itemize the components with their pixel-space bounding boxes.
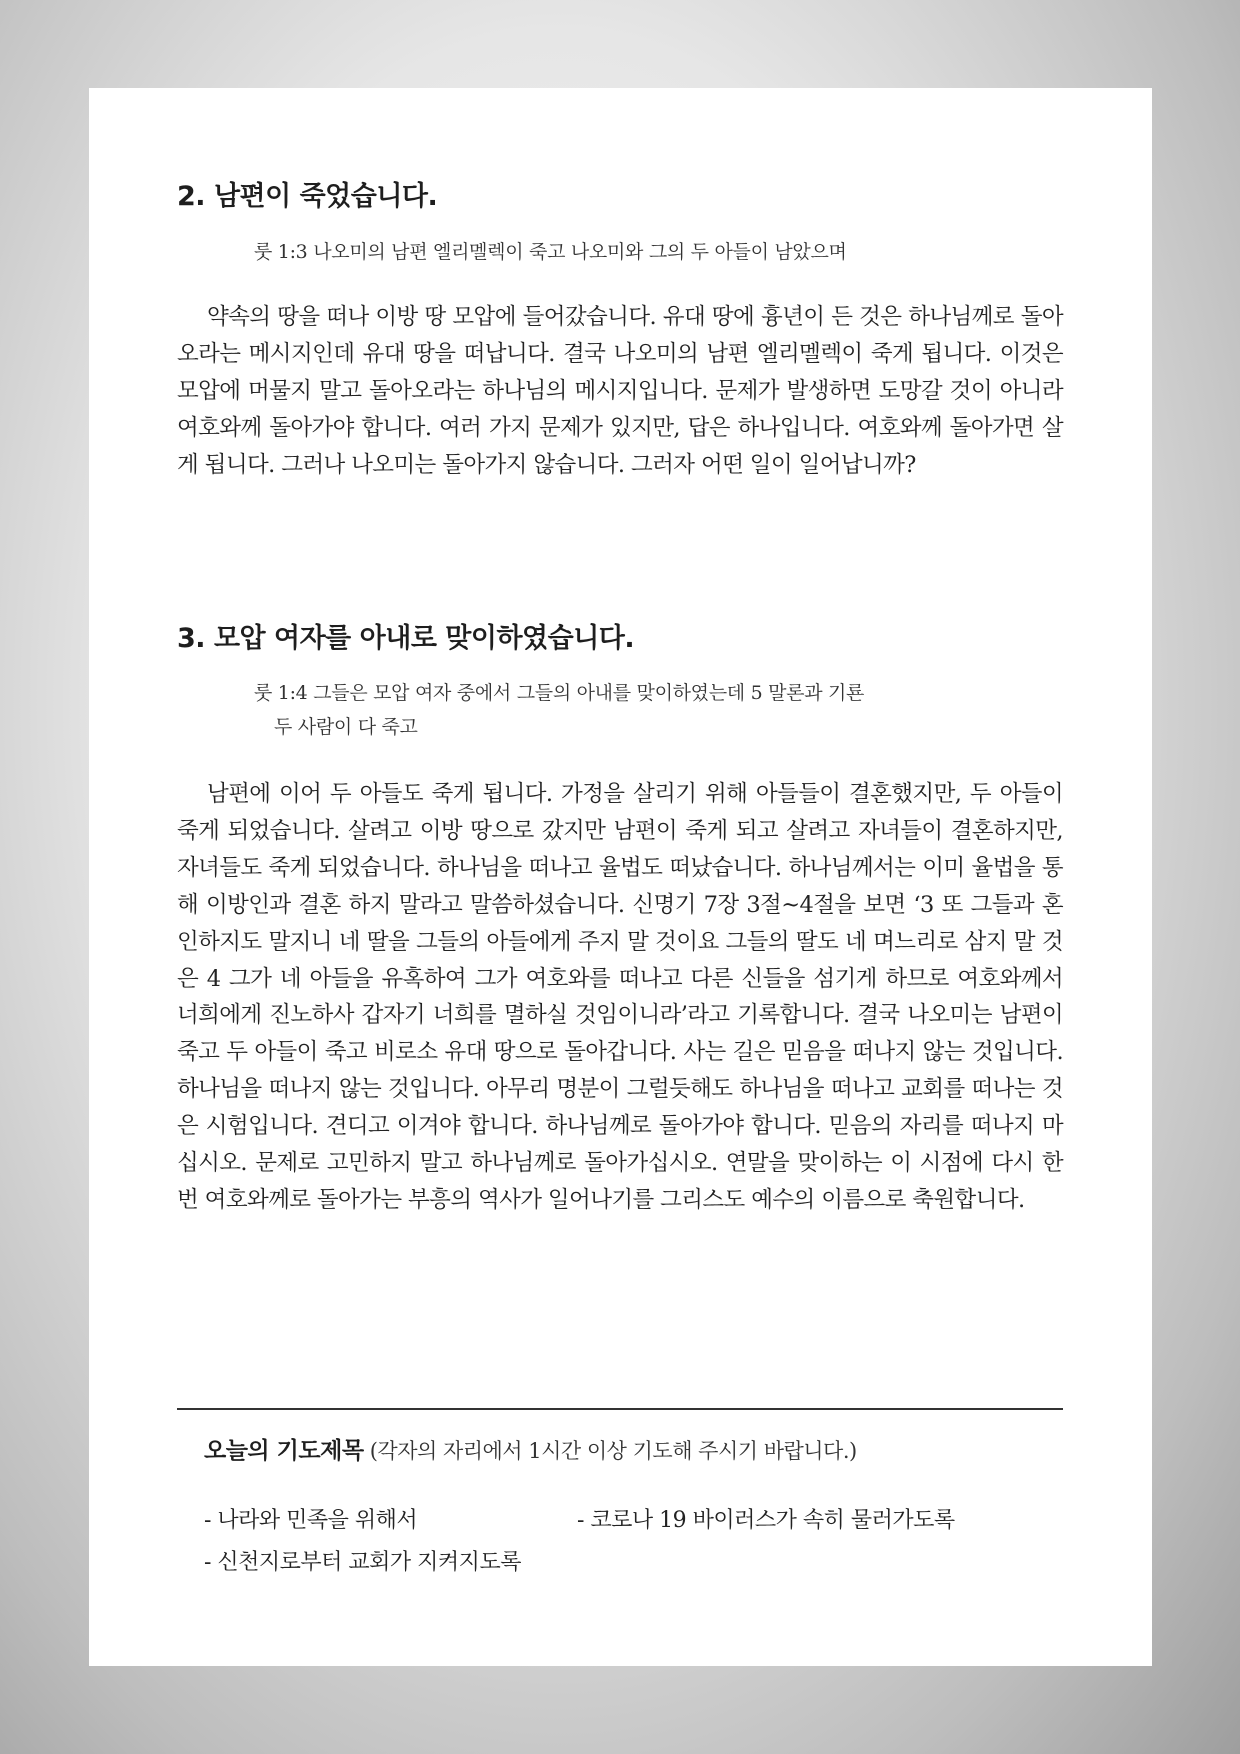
section-3-verse <box>254 676 1014 744</box>
section-3-heading: 3. 모압 여자를 아내로 맞이하였습니다. <box>177 623 635 654</box>
section-3-verse-line-1: 룻 1:4 그들은 모압 여자 중에서 그들의 아내를 맞이하였는데 5 말론과 기룐 <box>254 682 865 704</box>
divider <box>177 1408 1063 1410</box>
prayer-item: - 코로나 19 바이러스가 속히 물러가도록 <box>577 1508 955 1533</box>
prayer-item: - 나라와 민족을 위해서 <box>204 1508 418 1533</box>
section-3-body: 남편에 이어 두 아들도 죽게 됩니다. 가정을 살리기 위해 아들들이 결혼했지만, 두 아들이 죽게 되었습니다. 살려고 이방 땅으로 갔지만 남편이 죽게 되고 살려고 자녀들이 결혼하지만, 자녀들도 죽게 되었습니다. 하나님을 떠나고 율법도 떠났습니다. 하나님께서는 이미 율법을 통해 이방인과 결혼 하지 말라고 말씀하셨습니다. 신명기 7장 3절~4절을 보면 ‘3 또 그들과 혼인하지도 말지니 네 딸을 그들의 아들에게 주지 말 것이요 그들의 딸도 네 며느리로 삼지 말 것은 4 그가 네 아들을 유혹하여 그가 여호와를 떠나고 다른 신들을 섬기게 하므로 여호와께서 너희에게 진노하사 갑자기 너희를 멸하실 것임이니라’라고 기록합니다. 결국 나오미는 남편이 죽고 두 아들이 죽고 비로소 유대 땅으로 돌아갑니다. 사는 길은 믿음을 떠나지 않는 것입니다. 하나님을 떠나지 않는 것입니다. 아무리 명분이 그럴듯해도 하나님을 떠나고 교회를 떠나는 것은 시험입니다. 견디고 이겨야 합니다. 하나님께로 돌아가야 합니다. 믿음의 자리를 떠나지 마십시오. 문제로 고민하지 말고 하나님께로 돌아가십시오. 연말을 맞이하는 이 시점에 다시 한번 여호와께로 돌아가는 부흥의 역사가 일어나기를 그리스도 예수의 이름으로 축원합니다. <box>177 781 1063 1213</box>
prayer-item: - 신천지로부터 교회가 지켜지도록 <box>204 1550 521 1575</box>
prayer-title-row <box>204 1432 857 1465</box>
prayer-note: (각자의 자리에서 1시간 이상 기도해 주시기 바랍니다.) <box>363 1439 857 1463</box>
section-2-heading: 2. 남편이 죽었습니다. <box>177 181 438 212</box>
section-3-verse-line-2: 두 사람이 다 죽고 <box>274 716 418 738</box>
section-2-body: 약속의 땅을 떠나 이방 땅 모압에 들어갔습니다. 유대 땅에 흉년이 든 것은 하나님께로 돌아오라는 메시지인데 유대 땅을 떠납니다. 결국 나오미의 남편 엘리멜렉이 죽게 됩니다. 이것은 모압에 머물지 말고 돌아오라는 하나님의 메시지입니다. 문제가 발생하면 도망갈 것이 아니라 여호와께 돌아가야 합니다. 여러 가지 문제가 있지만, 답은 하나입니다. 여호와께 돌아가면 살게 됩니다. 그러나 나오미는 돌아가지 않습니다. 그러자 어떤 일이 일어납니까? <box>177 304 1063 478</box>
prayer-title: 오늘의 기도제목 <box>204 1438 364 1464</box>
document-page <box>89 88 1152 1666</box>
section-2-verse: 룻 1:3 나오미의 남편 엘리멜렉이 죽고 나오미와 그의 두 아들이 남았으며 <box>254 241 847 263</box>
